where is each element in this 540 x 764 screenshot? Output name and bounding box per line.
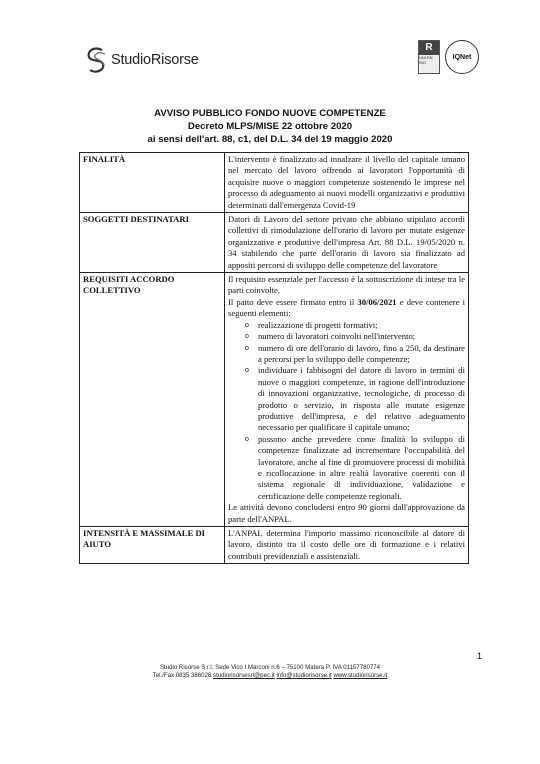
requirements-intro: Il requisito essenziale per l'accesso è la sottoscrizione di intese tra le parti coinvolte. bbox=[228, 274, 465, 296]
table-row bbox=[80, 213, 469, 273]
heading-line-1: AVVISO PUBBLICO FONDO NUOVE COMPETENZE bbox=[154, 108, 386, 119]
list-item: o realizzazione di progetti formativi; bbox=[258, 320, 465, 331]
list-item: o individuare i fabbisogni del datore di lavoro in termini di nuove o maggiori competenze, in ragione dell'introduzione di innovazioni organizzative, tecnologiche, di processo di prodotto o servizio, in risposta alle mutate esigenze produttive dell'impresa, e del relativo adeguamento necessario per qualificare il capitale umano; bbox=[258, 365, 465, 433]
email-link[interactable]: info@studiorisorse.it bbox=[276, 672, 332, 679]
list-item: o possono anche prevedere come finalità lo sviluppo di competenze finalizzate ad incrementare l'occupabilità del lavoratore, anche al fine di promuovere processi di mobilità e ricollocazione in altre realtà lavorative coerenti con il sistema regionale di individuazione, validazione e certificazione delle competenze regionali. bbox=[258, 434, 465, 502]
page-footer bbox=[0, 664, 540, 680]
logo-text: StudioRisorse bbox=[111, 52, 199, 68]
footer-address: Studio Risorse S.r.l. Sede Vico I Marconi n.6 – 75100 Matera P. IVA 01157780774 bbox=[159, 664, 381, 671]
deadline-date: 30/06/2021 bbox=[357, 296, 397, 307]
list-item: o numero di ore dell'orario di lavoro, fino a 250, da destinare a percorsi per lo sviluppo delle competenze; bbox=[258, 343, 465, 366]
row-text: L'ANPAL determina l'importo massimo riconoscibile al datore di lavoro, distinto tra il costo delle ore di formazione e i relativi contributi previdenziali e assistenziali. bbox=[225, 527, 469, 564]
page-number: 1 bbox=[477, 651, 483, 661]
certification-seal-iqnet: IQNet bbox=[445, 40, 479, 74]
row-label: SOGGETTI DESTINATARI bbox=[80, 213, 225, 273]
certification-badge-er: R UNI EN ISO bbox=[418, 40, 440, 74]
row-label: FINALITÀ bbox=[80, 153, 225, 213]
closing-sentence: Le attività devono concludersi entro 90 giorni dall'approvazione da parte dell'ANPAL. bbox=[228, 502, 465, 524]
row-label: REQUISITI ACCORDO COLLETTIVO bbox=[80, 273, 225, 527]
info-table bbox=[79, 152, 469, 564]
heading-line-3: ai sensi dell'art. 88, c1, del D.L. 34 del 19 maggio 2020 bbox=[147, 134, 393, 145]
heading-line-2: Decreto MLPS/MISE 22 ottobre 2020 bbox=[187, 121, 353, 132]
spiral-logo-icon bbox=[84, 44, 110, 76]
deadline-sentence: Il patto deve essere firmato entro il 30/06/2021 e deve contenere i seguenti elementi: bbox=[228, 296, 465, 319]
row-text bbox=[225, 273, 469, 527]
list-item: o numero di lavoratori coinvolti nell'intervento; bbox=[258, 331, 465, 342]
document-heading bbox=[0, 107, 540, 146]
pec-email-link[interactable]: studiorisorsesrl@pec.it bbox=[213, 672, 275, 679]
row-label: INTENSITÀ E MASSIMALE DI AIUTO bbox=[80, 527, 225, 564]
row-text: Datori di Lavoro del settore privato che abbiano stipulato accordi collettivi di rimodulazione dell'orario di lavoro per mutate esigenze organizzative e produttive dell'impresa Art. 88 D.L. 19/05/2020 n. 34 stabilendo che parte dell'orario di lavoro sia finalizzato ad appositi percorsi di sviluppo delle competenze del lavoratore bbox=[225, 213, 469, 273]
requirements-list bbox=[228, 320, 465, 503]
row-text: L'intervento è finalizzato ad innalzare il livello del capitale umano nel mercato del lavoro offrendo ai lavoratori l'opportunità di acquisire nuove o maggiori competenze sostenendo le imprese nel processo di adeguamento ai nuovi modelli organizzativi e produttivi determinati dall'emergenza Covid-19 bbox=[225, 153, 469, 213]
company-logo bbox=[84, 44, 199, 76]
footer-contacts: Tel./Fax 0835 386028 studiorisorsesrl@pec.it info@studiorisorse.it www.studiorisorse.it bbox=[152, 672, 388, 679]
table-row bbox=[80, 153, 469, 213]
table-row bbox=[80, 273, 469, 527]
website-link[interactable]: www.studiorisorse.it bbox=[333, 672, 388, 679]
table-row bbox=[80, 527, 469, 564]
